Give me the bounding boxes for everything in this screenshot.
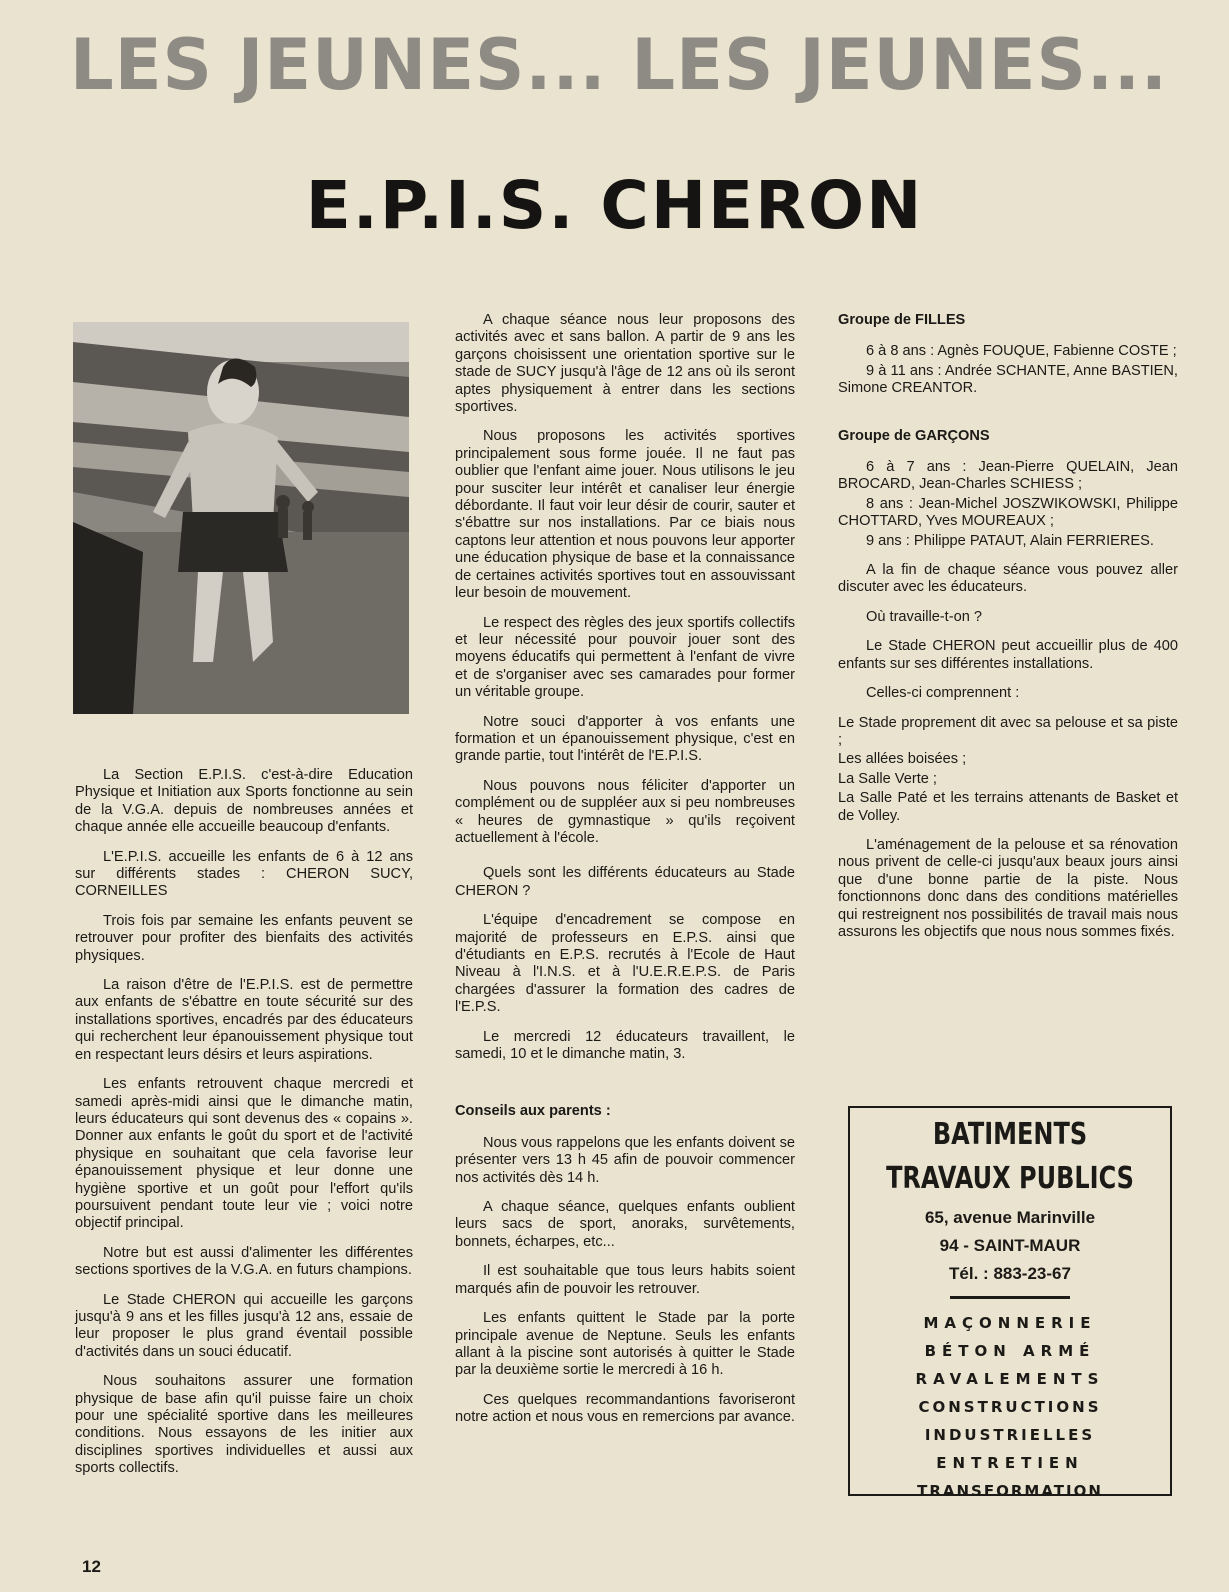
group-line: 9 ans : Philippe PATAUT, Alain FERRIERES. bbox=[866, 532, 1154, 549]
article-photo bbox=[73, 322, 409, 714]
paragraph: La Section E.P.I.S. c'est-à-dire Education Physique et Initiation aux Sports fonctionne au sein de la V.G.A. depuis de nombreuses années et chaque année elle accueille beaucoup d'enfants. bbox=[75, 767, 413, 836]
ad-service: INDUSTRIELLES bbox=[924, 1426, 1096, 1444]
advertisement-box bbox=[848, 1106, 1172, 1500]
paragraph: Nous proposons les activités sportives principalement sous forme jouée. Il ne faut pas oublier que l'enfant aime jouer. Nous utilisons le jeu pour susciter leur intérêt et canaliser leur énergie débordante. Il faut voir leur désir de courir, sauter et s'ébattre sur nos installations. Par ce biais nous captons leur attention et nous pouvons leur apporter une éducation physique de base et la connaissance de certaines activités sportives tout en assouvissant leur besoin de mouvement. bbox=[455, 428, 795, 602]
photo-running-child-icon bbox=[73, 322, 409, 714]
filles-heading: Groupe de FILLES bbox=[838, 312, 966, 328]
column-2 bbox=[455, 312, 795, 1439]
installation-item: La Salle Paté et les terrains attenants de Basket et de Volley. bbox=[838, 790, 1178, 824]
article-title: E.P.I.S. CHERON bbox=[305, 167, 924, 244]
ad-service: CONSTRUCTIONS bbox=[918, 1398, 1102, 1416]
paragraph: A chaque séance, quelques enfants oublient leurs sacs de sport, anoraks, survêtements, bonnets, écharpes, etc... bbox=[455, 1199, 795, 1250]
garcons-heading: Groupe de GARÇONS bbox=[838, 427, 990, 444]
ad-service: MAÇONNERIE bbox=[923, 1314, 1097, 1332]
paragraph: Où travaille-t-on ? bbox=[866, 608, 982, 625]
page-number: 12 bbox=[82, 1557, 101, 1576]
column-3 bbox=[838, 312, 1178, 953]
installation-item: Les allées boisées ; bbox=[838, 751, 967, 768]
paragraph: Celles-ci comprennent : bbox=[866, 685, 1020, 702]
ad-service: RAVALEMENTS bbox=[915, 1370, 1105, 1388]
conseils-heading: Conseils aux parents : bbox=[455, 1103, 611, 1120]
ad-company-line-2: TRAVAUX PUBLICS bbox=[886, 1161, 1134, 1196]
paragraph: Le mercredi 12 éducateurs travaillent, le samedi, 10 et le dimanche matin, 3. bbox=[455, 1028, 795, 1063]
group-line: 9 à 11 ans : Andrée SCHANTE, Anne BASTIEN, Simone CREANTOR. bbox=[838, 362, 1178, 397]
paragraph: Ces quelques recommandantions favoriseront notre action et nous vous en remercions par avance. bbox=[455, 1391, 795, 1426]
paragraph: L'E.P.I.S. accueille les enfants de 6 à 12 ans sur différents stades : CHERON SUCY, CORNEILLES bbox=[75, 848, 413, 900]
paragraph: La raison d'être de l'E.P.I.S. est de permettre aux enfants de s'ébattre en toute sécurité sur des installations sportives, encadrés par des éducateurs qui recherchent leur épanouissement physique tout en respectant leurs désirs et leurs aspirations. bbox=[75, 977, 413, 1063]
paragraph: Nous vous rappelons que les enfants doivent se présenter vers 13 h 45 afin de pouvoir commencer nos activités dès 14 h. bbox=[455, 1134, 795, 1186]
ad-phone: Tél. : 883-23-67 bbox=[949, 1264, 1071, 1283]
ad-service: ENTRETIEN bbox=[936, 1454, 1084, 1472]
installation-item: La Salle Verte ; bbox=[838, 770, 937, 787]
installation-item: Le Stade proprement dit avec sa pelouse et sa piste ; bbox=[838, 714, 1178, 748]
ad-divider bbox=[950, 1296, 1070, 1299]
paragraph: Le Stade CHERON qui accueille les garçons jusqu'à 9 ans et les filles jusqu'à 12 ans, essaie de leur proposer le plus grand éventail possible d'activités dans un souci éducatif. bbox=[75, 1291, 413, 1360]
paragraph: Il est souhaitable que tous leurs habits soient marqués afin de pouvoir les retrouver. bbox=[455, 1263, 795, 1297]
ad-address: 65, avenue Marinville bbox=[924, 1208, 1096, 1227]
paragraph: Quels sont les différents éducateurs au Stade CHERON ? bbox=[455, 865, 795, 899]
paragraph: Trois fois par semaine les enfants peuvent se retrouver pour profiter des bienfaits des activités physiques. bbox=[75, 912, 413, 964]
group-line: 6 à 7 ans : Jean-Pierre QUELAIN, Jean BROCARD, Jean-Charles SCHIESS ; bbox=[838, 459, 1178, 493]
paragraph: Notre souci d'apporter à vos enfants une formation et un épanouissement physique, c'est en grande partie, tout l'intérêt de l'E.P.I.S. bbox=[455, 713, 795, 765]
paragraph: Les enfants retrouvent chaque mercredi et samedi après-midi ainsi que le dimanche matin, leurs éducateurs qui sont devenus des « copains ». Donner aux enfants le goût du sport et de l'activité physique en souhaitant que cela favorise leur épanouissement physique et leur donne une hygiène sportive et un goût pour l'effort qu'ils poursuivent pendant toute leur vie ; voici notre objectif principal. bbox=[75, 1076, 413, 1232]
paragraph: Le respect des règles des jeux sportifs collectifs et leur nécessité pour pouvoir jouer sont des moyens éducatifs qui permettent à l'enfant de vivre et de s'organiser avec ses camarades pour former un véritable groupe. bbox=[455, 614, 795, 701]
ad-company-line-1: BATIMENTS bbox=[932, 1117, 1088, 1152]
section-banner: LES JEUNES... LES JEUNES... bbox=[70, 24, 1168, 106]
paragraph: Nous souhaitons assurer une formation physique de base afin qu'il puisse faire un choix pour une spécialité sportive dans les meilleures conditions. Nous essayons de les initier aux disciplines sportives individuelles et aussi aux sports collectifs. bbox=[75, 1373, 413, 1477]
ad-service: BÉTON ARMÉ bbox=[924, 1342, 1096, 1360]
group-line: 8 ans : Jean-Michel JOSZWIKOWSKI, Philippe CHOTTARD, Yves MOUREAUX ; bbox=[838, 495, 1178, 530]
group-line: 6 à 8 ans : Agnès FOUQUE, Fabienne COSTE ; bbox=[866, 343, 1177, 360]
paragraph: L'équipe d'encadrement se compose en majorité de professeurs en E.P.S. ainsi que d'étudiants en E.P.S. recrutés à l'Ecole de Haut Niveau à l'I.N.S. et à l'U.E.R.E.P.S. de Paris chargées d'assurer la formation des cadres de l'E.P.S. bbox=[455, 912, 795, 1016]
paragraph: Nous pouvons nous féliciter d'apporter un complément ou de suppléer aux si peu nombreuses « heures de gymnastique » qu'ils reçoivent actuellement à l'école. bbox=[455, 777, 795, 846]
paragraph: Les enfants quittent le Stade par la porte principale avenue de Neptune. Seuls les enfants allant à la piscine sont autorisés à quitter le Stade par la deuxième sortie le mercredi à 16 h. bbox=[455, 1310, 795, 1379]
ad-service: TRANSFORMATION bbox=[917, 1482, 1103, 1500]
paragraph: Le Stade CHERON peut accueillir plus de 400 enfants sur ses différentes installations. bbox=[838, 638, 1178, 672]
ad-city: 94 - SAINT-MAUR bbox=[939, 1236, 1081, 1255]
column-1 bbox=[75, 767, 413, 1490]
paragraph: L'aménagement de la pelouse et sa rénovation nous privent de celle-ci jusqu'aux beaux jours ainsi que d'une bonne partie de la piste. Nous fonctionnons donc dans des conditions matérielles qui restreignent nos possibilités de travail mais nous assurons les objectifs que nous nous sommes fixés. bbox=[838, 836, 1178, 940]
paragraph: A la fin de chaque séance vous pouvez aller discuter avec les éducateurs. bbox=[838, 562, 1178, 596]
paragraph: Notre but est aussi d'alimenter les différentes sections sportives de la V.G.A. en futurs champions. bbox=[75, 1244, 413, 1279]
paragraph: A chaque séance nous leur proposons des activités avec et sans ballon. A partir de 9 ans les garçons choisissent une orientation sportive sur le stade de SUCY jusqu'à l'âge de 12 ans où ils seront aptes physiquement à entrer dans les sections sportives. bbox=[455, 312, 795, 416]
